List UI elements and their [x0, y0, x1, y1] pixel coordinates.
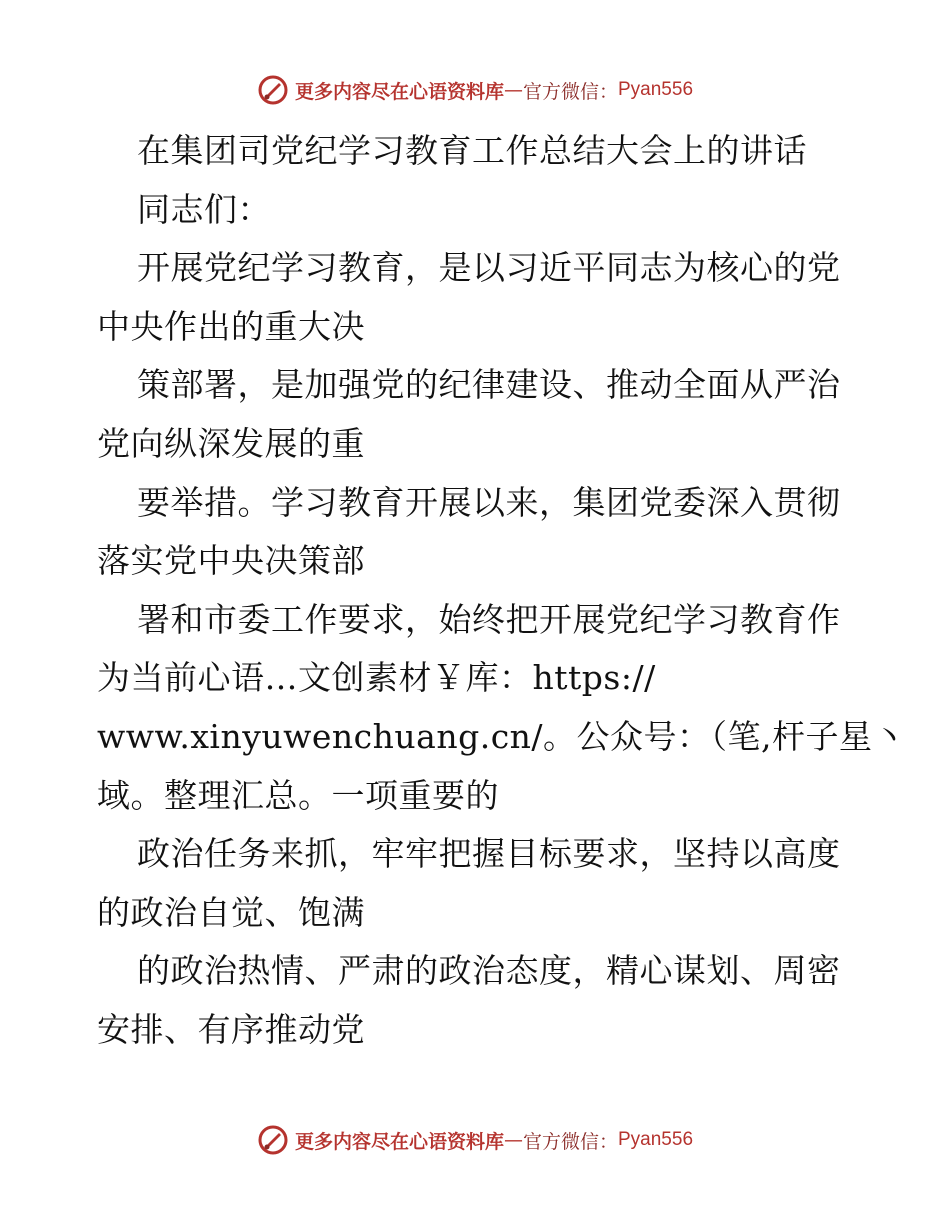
watermark-brand: 更多内容尽在心语资料库	[294, 1130, 504, 1153]
footer-watermark	[0, 1120, 950, 1160]
text-line: 域。整理汇总。一项重要的	[97, 775, 499, 815]
text-line: 安排、有序推动党	[97, 1009, 365, 1049]
text-line: 落实党中央决策部	[97, 541, 365, 581]
text-line: www.xinyuwenchuang.cn/。公众号：（笔,杆子星丶	[97, 716, 907, 756]
watermark-official-label: 官方微信：	[522, 80, 618, 103]
text-line: 要举措。学习教育开展以来，集团党委深入贯彻	[137, 482, 841, 522]
text-line: 政治任务来抓，牢牢把握目标要求，坚持以高度	[137, 834, 841, 874]
watermark-wechat-id: Pyan556	[618, 1129, 694, 1150]
watermark-wechat-id: Pyan556	[618, 79, 694, 100]
document-body	[97, 122, 907, 1060]
watermark-dash: —	[503, 79, 523, 101]
text-line: 为当前心语…文创素材￥库：https://	[97, 658, 656, 698]
brush-logo-icon	[257, 74, 289, 106]
watermark-brand: 更多内容尽在心语资料库	[294, 80, 504, 103]
text-line: 的政治热情、严肃的政治态度，精心谋划、周密	[137, 951, 841, 991]
watermark-dash: —	[503, 1129, 523, 1151]
text-line: 中央作出的重大决	[97, 306, 365, 346]
text-line: 的政治自觉、饱满	[97, 892, 365, 932]
text-line: 署和市委工作要求，始终把开展党纪学习教育作	[137, 599, 841, 639]
header-watermark	[0, 70, 950, 110]
text-line: 策部署，是加强党的纪律建设、推动全面从严治	[137, 365, 841, 405]
brush-logo-icon	[257, 1124, 289, 1156]
text-line: 开展党纪学习教育，是以习近平同志为核心的党	[137, 248, 841, 288]
text-line: 党向纵深发展的重	[97, 423, 365, 463]
watermark-official-label: 官方微信：	[522, 1130, 618, 1153]
document-title: 在集团司党纪学习教育工作总结大会上的讲话	[137, 131, 807, 170]
salutation: 同志们：	[137, 189, 271, 229]
